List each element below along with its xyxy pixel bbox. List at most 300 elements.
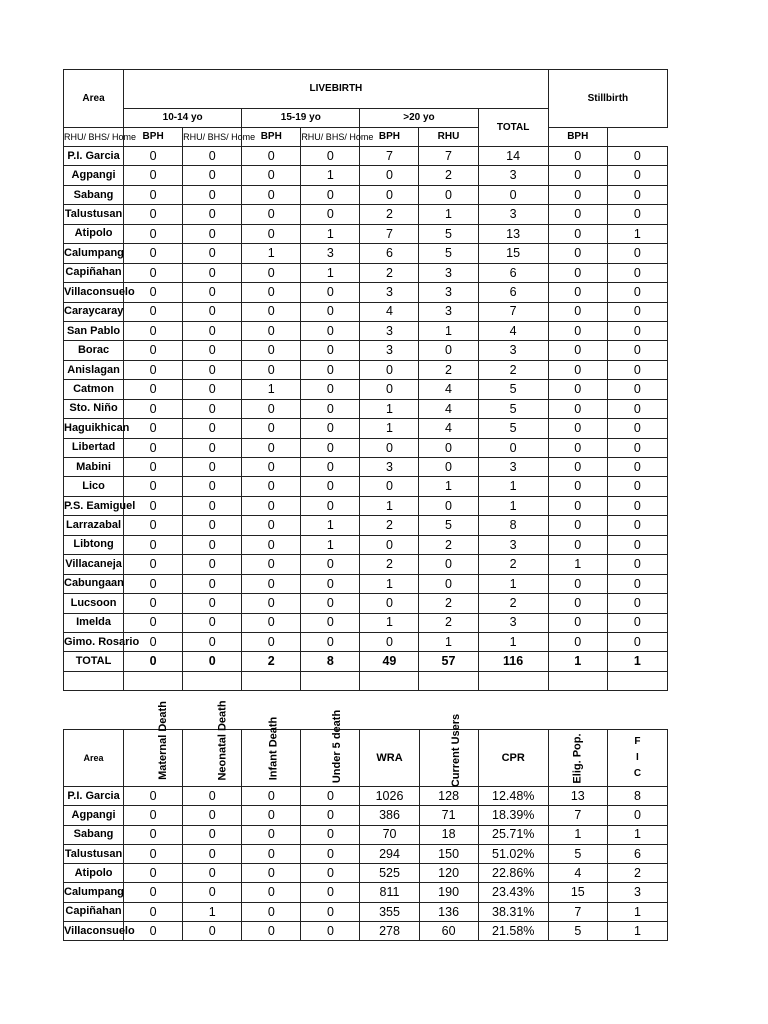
value-cell: 0 (301, 825, 360, 844)
value-cell: 5 (478, 399, 548, 418)
table-row (64, 864, 668, 883)
table-row (64, 535, 668, 554)
value-cell: 15 (548, 883, 607, 902)
value-cell: 0 (183, 147, 242, 166)
value-cell: 0 (183, 438, 242, 457)
area-cell: Atipolo (64, 864, 124, 883)
value-cell: 0 (242, 574, 301, 593)
value-cell: 0 (242, 224, 301, 243)
value-cell: 0 (183, 806, 242, 825)
value-cell: 0 (183, 844, 242, 863)
value-cell: 0 (242, 594, 301, 613)
value-cell: 1 (478, 477, 548, 496)
value-cell: 0 (548, 535, 607, 554)
table-row (64, 613, 668, 632)
value-cell: 0 (419, 185, 478, 204)
value-cell: 3 (478, 535, 548, 554)
value-cell: 0 (478, 185, 548, 204)
value-cell: 7 (548, 902, 607, 921)
value-cell: 1 (419, 205, 478, 224)
value-cell: 0 (242, 922, 301, 941)
table-row (64, 555, 668, 574)
value-cell: 0 (124, 224, 183, 243)
value-cell: 13 (548, 787, 607, 806)
maternal-death-header (124, 700, 183, 787)
value-cell: 2 (360, 263, 419, 282)
value-cell: 2 (360, 555, 419, 574)
fic-letter-f: F (634, 736, 641, 747)
value-cell: 0 (548, 632, 607, 651)
value-cell: 0 (548, 477, 607, 496)
value-cell: 3 (478, 205, 548, 224)
value-cell: 0 (360, 360, 419, 379)
value-cell: 0 (183, 594, 242, 613)
value-cell: 0 (242, 438, 301, 457)
value-cell: 136 (419, 902, 478, 921)
value-cell: 0 (124, 574, 183, 593)
value-cell: 0 (124, 185, 183, 204)
empty-cell (478, 671, 548, 690)
value-cell: 1 (301, 166, 360, 185)
age-group-15-19: 15-19 yo (242, 109, 360, 128)
subheader-rhu-10-14: RHU/ BHS/ Home (64, 128, 124, 147)
value-cell: 21.58% (478, 922, 548, 941)
value-cell: 0 (183, 825, 242, 844)
value-cell: 128 (419, 787, 478, 806)
value-cell: 0 (301, 147, 360, 166)
empty-cell (419, 671, 478, 690)
value-cell: 0 (607, 632, 667, 651)
value-cell: 1 (360, 496, 419, 515)
empty-cell (64, 671, 124, 690)
value-cell: 0 (124, 438, 183, 457)
value-cell: 0 (183, 399, 242, 418)
value-cell: 0 (124, 360, 183, 379)
value-cell: 0 (124, 787, 183, 806)
value-cell: 0 (124, 883, 183, 902)
value-cell: 1 (607, 825, 667, 844)
area-cell: P.I. Garcia (64, 787, 124, 806)
value-cell: 0 (124, 902, 183, 921)
value-cell: 0 (183, 321, 242, 340)
value-cell: 0 (124, 458, 183, 477)
empty-cell (607, 671, 667, 690)
value-cell: 3 (478, 613, 548, 632)
area-header-2: Area (64, 730, 124, 787)
table-row (64, 321, 668, 340)
value-cell: 0 (124, 147, 183, 166)
value-cell: 0 (548, 613, 607, 632)
value-cell: 4 (419, 380, 478, 399)
value-cell: 120 (419, 864, 478, 883)
area-cell: P.I. Garcia (64, 147, 124, 166)
value-cell: 0 (478, 438, 548, 457)
table-row (64, 302, 668, 321)
value-cell: 0 (124, 922, 183, 941)
elig-pop-header (548, 730, 607, 787)
subheader-stillbirth-bph: BPH (548, 128, 607, 147)
area-cell: Agpangi (64, 166, 124, 185)
value-cell: 2 (478, 360, 548, 379)
value-cell: 0 (301, 458, 360, 477)
value-cell: 0 (183, 477, 242, 496)
value-cell: 0 (607, 806, 667, 825)
value-cell: 0 (242, 263, 301, 282)
area-cell: Capiñahan (64, 263, 124, 282)
value-cell: 0 (124, 283, 183, 302)
value-cell: 0 (242, 360, 301, 379)
value-cell: 22.86% (478, 864, 548, 883)
area-cell: Atipolo (64, 224, 124, 243)
value-cell: 0 (301, 594, 360, 613)
value-cell: 0 (301, 438, 360, 457)
table-row (64, 825, 668, 844)
table-row (64, 244, 668, 263)
value-cell: 3 (360, 283, 419, 302)
value-cell: 0 (183, 263, 242, 282)
table-row (64, 594, 668, 613)
value-cell: 5 (548, 844, 607, 863)
value-cell: 0 (301, 613, 360, 632)
value-cell: 1 (419, 477, 478, 496)
value-cell: 2 (360, 516, 419, 535)
area-cell: Catmon (64, 380, 124, 399)
area-cell: Agpangi (64, 806, 124, 825)
value-cell: 0 (607, 516, 667, 535)
value-cell: 0 (548, 166, 607, 185)
value-cell: 0 (301, 399, 360, 418)
value-cell: 0 (124, 516, 183, 535)
value-cell: 23.43% (478, 883, 548, 902)
fic-header (607, 730, 667, 787)
value-cell: 2 (419, 594, 478, 613)
value-cell: 3 (419, 263, 478, 282)
value-cell: 57 (419, 652, 478, 671)
value-cell: 0 (242, 535, 301, 554)
value-cell: 12.48% (478, 787, 548, 806)
value-cell: 0 (242, 516, 301, 535)
area-cell: Sabang (64, 185, 124, 204)
value-cell: 0 (183, 922, 242, 941)
table-row (64, 902, 668, 921)
area-cell: Larrazabal (64, 516, 124, 535)
value-cell: 2 (360, 205, 419, 224)
value-cell: 0 (419, 438, 478, 457)
neonatal-death-label: Neonatal Death (216, 699, 229, 781)
value-cell: 14 (478, 147, 548, 166)
value-cell: 3 (419, 302, 478, 321)
value-cell: 3 (607, 883, 667, 902)
value-cell: 1 (548, 825, 607, 844)
value-cell: 0 (548, 496, 607, 515)
table-row (64, 496, 668, 515)
value-cell: 0 (183, 341, 242, 360)
value-cell: 49 (360, 652, 419, 671)
area-header: Area (64, 70, 124, 128)
value-cell: 0 (548, 341, 607, 360)
value-cell: 5 (419, 244, 478, 263)
value-cell: 1026 (360, 787, 419, 806)
value-cell: 0 (183, 535, 242, 554)
total-row (64, 652, 668, 671)
value-cell: 3 (360, 321, 419, 340)
value-cell: 0 (607, 321, 667, 340)
value-cell: 7 (419, 147, 478, 166)
value-cell: 0 (124, 302, 183, 321)
value-cell: 0 (242, 806, 301, 825)
table-row (64, 341, 668, 360)
value-cell: 38.31% (478, 902, 548, 921)
elig-pop-label: Elig. Pop. (571, 732, 584, 784)
value-cell: 0 (360, 438, 419, 457)
table-row (64, 438, 668, 457)
value-cell: 0 (242, 283, 301, 302)
value-cell: 0 (183, 883, 242, 902)
value-cell: 278 (360, 922, 419, 941)
table-row (64, 360, 668, 379)
area-cell: Calumpang (64, 244, 124, 263)
value-cell: 0 (607, 380, 667, 399)
value-cell: 0 (548, 399, 607, 418)
area-cell: Calumpang (64, 883, 124, 902)
value-cell: 0 (242, 864, 301, 883)
subheader-bph-10-14: BPH (124, 128, 183, 147)
value-cell: 0 (242, 166, 301, 185)
value-cell: 0 (301, 922, 360, 941)
value-cell: 8 (478, 516, 548, 535)
value-cell: 2 (419, 613, 478, 632)
value-cell: 0 (242, 341, 301, 360)
value-cell: 0 (301, 419, 360, 438)
table-row (64, 844, 668, 863)
value-cell: 0 (360, 380, 419, 399)
area-cell: Sabang (64, 825, 124, 844)
value-cell: 0 (360, 632, 419, 651)
value-cell: 0 (124, 263, 183, 282)
value-cell: 0 (607, 419, 667, 438)
value-cell: 5 (478, 380, 548, 399)
value-cell: 0 (183, 302, 242, 321)
value-cell: 0 (548, 380, 607, 399)
area-cell: Talustusan (64, 205, 124, 224)
value-cell: 13 (478, 224, 548, 243)
value-cell: 0 (124, 806, 183, 825)
value-cell: 0 (548, 516, 607, 535)
value-cell: 0 (301, 844, 360, 863)
value-cell: 0 (301, 185, 360, 204)
value-cell: 0 (548, 244, 607, 263)
value-cell: 1 (478, 632, 548, 651)
value-cell: 0 (183, 360, 242, 379)
current-users-header (419, 713, 478, 787)
value-cell: 15 (478, 244, 548, 263)
value-cell: 0 (124, 205, 183, 224)
value-cell: 386 (360, 806, 419, 825)
value-cell: 0 (548, 574, 607, 593)
value-cell: 0 (607, 360, 667, 379)
value-cell: 2 (242, 652, 301, 671)
table-row (64, 380, 668, 399)
value-cell: 0 (183, 574, 242, 593)
area-cell: Lico (64, 477, 124, 496)
table-row (64, 806, 668, 825)
value-cell: 0 (242, 147, 301, 166)
value-cell: 0 (607, 594, 667, 613)
value-cell: 0 (183, 224, 242, 243)
value-cell: 355 (360, 902, 419, 921)
value-cell: 0 (548, 321, 607, 340)
under5-death-header (301, 709, 360, 787)
value-cell: 0 (548, 302, 607, 321)
under5-death-label: Under 5 death (331, 709, 344, 783)
area-cell: Lucsoon (64, 594, 124, 613)
value-cell: 0 (242, 902, 301, 921)
value-cell: 3 (478, 458, 548, 477)
value-cell: 1 (301, 263, 360, 282)
value-cell: 0 (183, 244, 242, 263)
value-cell: 1 (419, 632, 478, 651)
value-cell: 0 (301, 632, 360, 651)
empty-cell (548, 671, 607, 690)
value-cell: 0 (124, 825, 183, 844)
table-row (64, 516, 668, 535)
cpr-header: CPR (478, 730, 548, 787)
value-cell: 7 (478, 302, 548, 321)
total-header: TOTAL (478, 109, 548, 147)
value-cell: 0 (360, 185, 419, 204)
empty-cell (242, 671, 301, 690)
stillbirth-header: Stillbirth (548, 70, 667, 128)
value-cell: 0 (607, 283, 667, 302)
value-cell: 0 (183, 205, 242, 224)
value-cell: 0 (124, 535, 183, 554)
area-cell: San Pablo (64, 321, 124, 340)
mortality-fp-table (63, 699, 668, 941)
subheader-bph-15-19: BPH (242, 128, 301, 147)
value-cell: 0 (607, 574, 667, 593)
value-cell: 3 (478, 341, 548, 360)
value-cell: 0 (419, 496, 478, 515)
value-cell: 0 (607, 185, 667, 204)
value-cell: 0 (124, 496, 183, 515)
fic-letter-i: I (636, 752, 639, 763)
value-cell: 1 (360, 399, 419, 418)
value-cell: 0 (301, 883, 360, 902)
table-row (64, 458, 668, 477)
value-cell: 0 (124, 555, 183, 574)
value-cell: 70 (360, 825, 419, 844)
value-cell: 0 (183, 283, 242, 302)
value-cell: 0 (124, 844, 183, 863)
wra-header: WRA (360, 730, 419, 787)
value-cell: 0 (301, 283, 360, 302)
value-cell: 0 (548, 283, 607, 302)
value-cell: 0 (301, 341, 360, 360)
value-cell: 0 (183, 652, 242, 671)
value-cell: 0 (242, 787, 301, 806)
value-cell: 0 (548, 458, 607, 477)
value-cell: 0 (548, 185, 607, 204)
table-row (64, 922, 668, 941)
value-cell: 3 (478, 166, 548, 185)
value-cell: 1 (478, 574, 548, 593)
value-cell: 0 (548, 419, 607, 438)
value-cell: 0 (242, 205, 301, 224)
area-cell: Mabini (64, 458, 124, 477)
value-cell: 2 (607, 864, 667, 883)
value-cell: 0 (548, 263, 607, 282)
area-cell: Villaconsuelo (64, 283, 124, 302)
value-cell: 0 (242, 419, 301, 438)
value-cell: 2 (419, 535, 478, 554)
value-cell: 6 (478, 283, 548, 302)
area-cell: Haguikhican (64, 419, 124, 438)
value-cell: 0 (124, 244, 183, 263)
value-cell: 1 (360, 574, 419, 593)
value-cell: 0 (301, 477, 360, 496)
value-cell: 0 (124, 594, 183, 613)
value-cell: 0 (183, 787, 242, 806)
table-row (64, 477, 668, 496)
value-cell: 2 (478, 555, 548, 574)
value-cell: 18.39% (478, 806, 548, 825)
area-cell: Capiñahan (64, 902, 124, 921)
value-cell: 0 (360, 535, 419, 554)
value-cell: 0 (242, 555, 301, 574)
empty-cell (183, 671, 242, 690)
value-cell: 1 (548, 652, 607, 671)
value-cell: 0 (607, 147, 667, 166)
area-cell: Anislagan (64, 360, 124, 379)
value-cell: 0 (548, 438, 607, 457)
value-cell: 3 (301, 244, 360, 263)
value-cell: 0 (607, 555, 667, 574)
value-cell: 811 (360, 883, 419, 902)
value-cell: 0 (301, 864, 360, 883)
value-cell: 0 (301, 902, 360, 921)
value-cell: 1 (478, 496, 548, 515)
value-cell: 0 (419, 458, 478, 477)
value-cell: 0 (124, 341, 183, 360)
infant-death-header (242, 716, 301, 787)
area-cell: Villacaneja (64, 555, 124, 574)
value-cell: 51.02% (478, 844, 548, 863)
value-cell: 0 (607, 166, 667, 185)
subheader-stillbirth-rhu: RHU (419, 128, 478, 147)
value-cell: 1 (301, 535, 360, 554)
subheader-bph-20-plus: BPH (360, 128, 419, 147)
value-cell: 6 (478, 263, 548, 282)
value-cell: 4 (548, 864, 607, 883)
value-cell: 0 (301, 496, 360, 515)
value-cell: 0 (242, 613, 301, 632)
value-cell: 0 (548, 594, 607, 613)
value-cell: 0 (183, 419, 242, 438)
value-cell: 0 (183, 632, 242, 651)
value-cell: 4 (419, 399, 478, 418)
value-cell: 0 (183, 516, 242, 535)
value-cell: 0 (124, 477, 183, 496)
empty-cell (124, 671, 183, 690)
livebirth-header: LIVEBIRTH (124, 70, 549, 109)
value-cell: 0 (301, 787, 360, 806)
table-row (64, 185, 668, 204)
value-cell: 1 (183, 902, 242, 921)
value-cell: 1 (360, 613, 419, 632)
value-cell: 1 (419, 321, 478, 340)
table-row (64, 224, 668, 243)
value-cell: 0 (301, 302, 360, 321)
